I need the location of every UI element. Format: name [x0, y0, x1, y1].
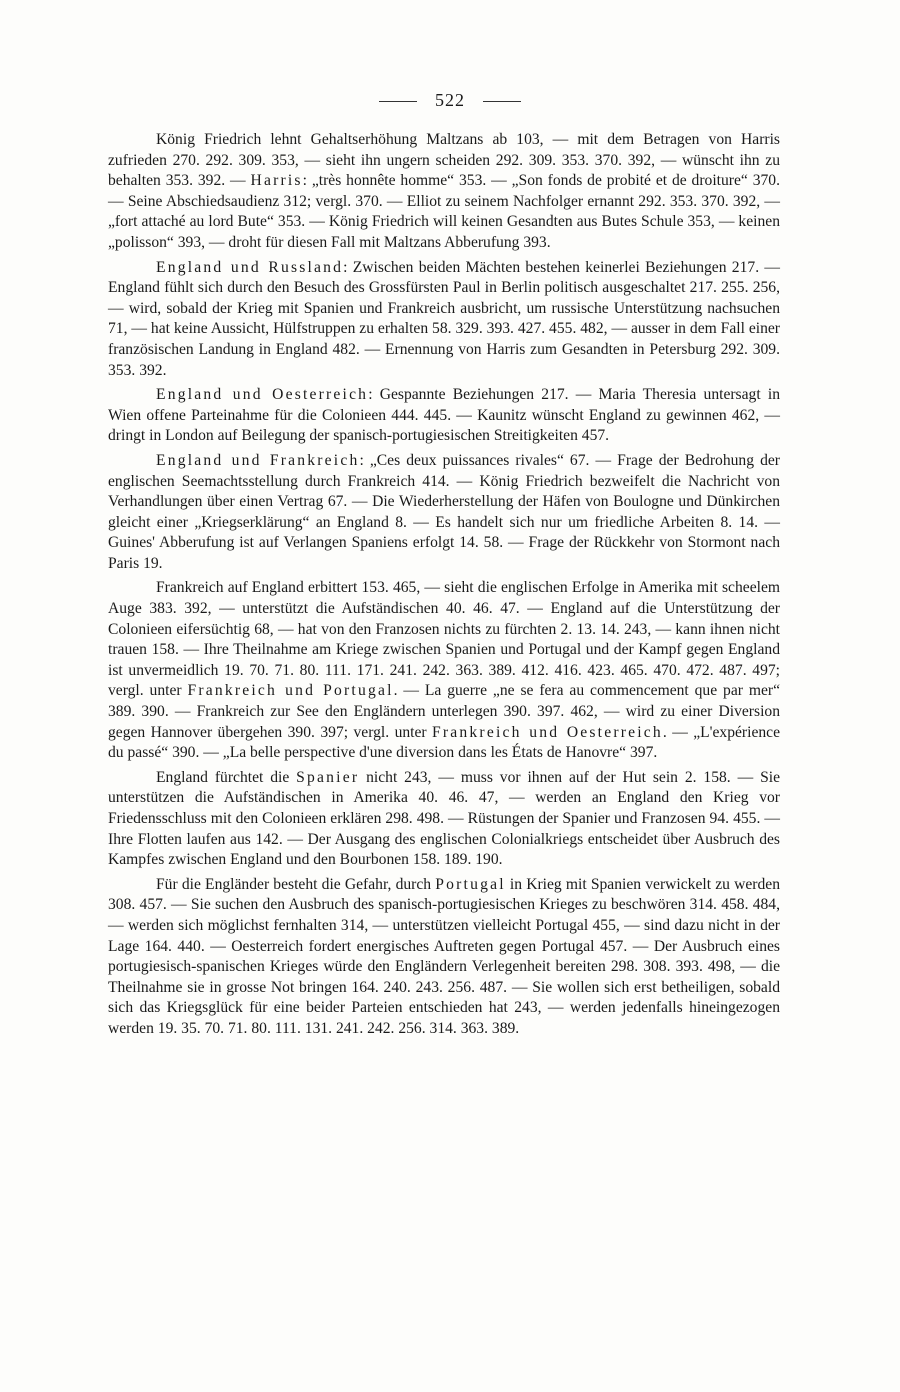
paragraph-text: : Gespannte Beziehungen 217. — Maria Theresia untersagt in Wien offene Parteinahme für die Colonieen 444. 445. — Kaunitz wünscht England zu gewinnen 462, — dringt in London auf Beilegung der spanisch-portugiesischen Streitigkeiten 457.	[108, 386, 780, 445]
spaced-term: Frankreich und Portugal	[187, 682, 394, 700]
page-header	[0, 88, 900, 112]
spaced-term: Portugal	[435, 875, 506, 893]
header-rule-left	[379, 101, 417, 102]
paragraph-text: in Krieg mit Spanien verwickelt zu werden 308. 457. — Sie suchen den Ausbruch des spanisch-portugiesischen Krieges zu beschwören 314. 458. 484, — werden sich möglichst fernhalten 314, — unterstützen vielleicht Portugal 455, — sind dazu nicht in der Lage 164. 440. — Oesterreich fordert energisches Auftreten gegen Portugal 457. — Der Ausbruch eines portugiesisch-spanischen Krieges würde den Engländern Verlegenheit bereiten 298. 308. 393. 498, — die Theilnahme sie in grosse Not bringen 164. 240. 243. 256. 487. — Sie wollen sich erst betheiligen, sobald sich das Kriegsglück für eine beider Parteien entschieden hat 243, — werden jedenfalls hineingezogen werden 19. 35. 70. 71. 80. 111. 131. 241. 242. 256. 314. 363. 389.	[108, 875, 781, 1037]
paragraph-text: : Zwischen beiden Mächten bestehen keinerlei Beziehungen 217. — England fühlt sich durch den Besuch des Grossfürsten Paul in Berlin politisch ausgeschaltet 217. 255. 256, — wird, sobald der Krieg mit Spanien und Frankreich ausbricht, um russische Unterstützung nachsuchen 71, — hat keine Aussicht, Hülfstruppen zu erhalten 58. 329. 393. 427. 455. 482, — ausser in dem Fall einer französischen Landung in England 482. — Ernennung von Harris zum Gesandten in Petersburg 292. 309. 353. 392.	[108, 258, 780, 379]
spaced-term: England und Russland	[156, 258, 344, 276]
page-number: 522	[435, 90, 465, 110]
paragraph-text: : „très honnête homme“ 353. — „Son fonds de probité et de droiture“ 370. — Seine Abschiedsaudienz 312; vergl. 370. — Elliot zu seinem Nachfolger ernannt 292. 353. 370. 392, — „fort attaché au lord Bute“ 353. — König Friedrich will keinen Gesandten aus Butes Schule 353, — keinen „polisson“ 393, — droht für diesen Fall mit Maltzans Abberufung 393.	[108, 172, 780, 251]
paragraph-text: Für die Engländer besteht die Gefahr, durch	[156, 875, 436, 893]
paragraph-text: England fürchtet die	[156, 768, 297, 786]
index-paragraph	[108, 578, 780, 763]
header-rule-right	[483, 101, 521, 102]
spaced-term: Frankreich und Oesterreich	[432, 723, 663, 741]
index-paragraph	[108, 130, 780, 254]
paragraph-text: . — „L'expérience du passé“ 390. — „La belle perspective d'une diversion dans les États de Hanovre“ 397.	[108, 723, 781, 762]
paragraph-text: Frankreich auf England erbittert 153. 465, — sieht die englischen Erfolge in Amerika mit scheelem Auge 383. 392, — unterstützt die Aufständischen 40. 46. 47. — England auf die Unterstützung der Colonieen eifersüchtig 68, — hat von den Franzosen nichts zu fürchten 2. 13. 14. 243, — kann ihnen nicht trauen 158. — Ihre Theilnahme am Kriege zwischen Spanien und Portugal und der Kampf gegen England ist unvermeidlich 19. 70. 71. 80. 111. 171. 241. 242. 363. 389. 412. 416. 423. 465. 470. 472. 487. 497; vergl. unter	[108, 579, 780, 700]
paragraph-text: . — La guerre „ne se fera au commencement que par mer“ 389. 390. — Frankreich zur See den Engländern unterlegen 390. 397. 462, — wird zu einer Diversion gegen Hannover übergehen 390. 397; vergl. unter	[108, 682, 780, 741]
paragraph-text: König Friedrich lehnt Gehaltserhöhung Maltzans ab 103, — mit dem Betragen von Harris zufrieden 270. 292. 309. 353, — sieht ihn ungern scheiden 292. 309. 353. 370. 392, — wünscht ihn zu behalten 353. 392. —	[108, 131, 780, 190]
index-paragraph	[108, 385, 780, 447]
index-paragraph	[108, 451, 780, 575]
paragraph-text: : „Ces deux puissances rivales“ 67. — Frage der Bedrohung der englischen Seemachtsstellung durch Frankreich 414. — König Friedrich bezweifelt die Nachricht von Verhandlungen über einen Vertrag 67. — Die Wiederherstellung der Häfen von Boulogne und Dünkirchen gleicht einer „Kriegserklärung“ an England 8. — Es handelt sich nur um friedliche Arbeiten 8. 14. — Guines' Abberufung ist auf Verlangen Spaniens erfolgt 14. 58. — Frage der Rückkehr von Stormont nach Paris 19.	[108, 451, 780, 572]
spaced-term: Spanier	[296, 768, 360, 786]
spaced-term: England und Frankreich	[156, 451, 360, 469]
index-paragraph	[108, 258, 780, 382]
spaced-term: England und Oesterreich	[156, 386, 369, 404]
index-paragraph	[108, 875, 780, 1040]
index-text-body	[108, 130, 780, 1044]
index-paragraph	[108, 768, 780, 871]
paragraph-text: nicht 243, — muss vor ihnen auf der Hut sein 2. 158. — Sie unterstützen die Aufständischen in Amerika 40. 46. 47, — werden an England den Krieg vor Friedensschluss mit den Colonieen erklären 298. 498. — Rüstungen der Spanier und Franzosen 94. 455. — Ihre Flotten laufen aus 142. — Der Ausgang des englischen Colonialkriegs entscheidet über Ausbruch des Kampfes zwischen England und den Bourbonen 158. 189. 190.	[108, 768, 780, 869]
spaced-term: Harris	[250, 172, 303, 190]
